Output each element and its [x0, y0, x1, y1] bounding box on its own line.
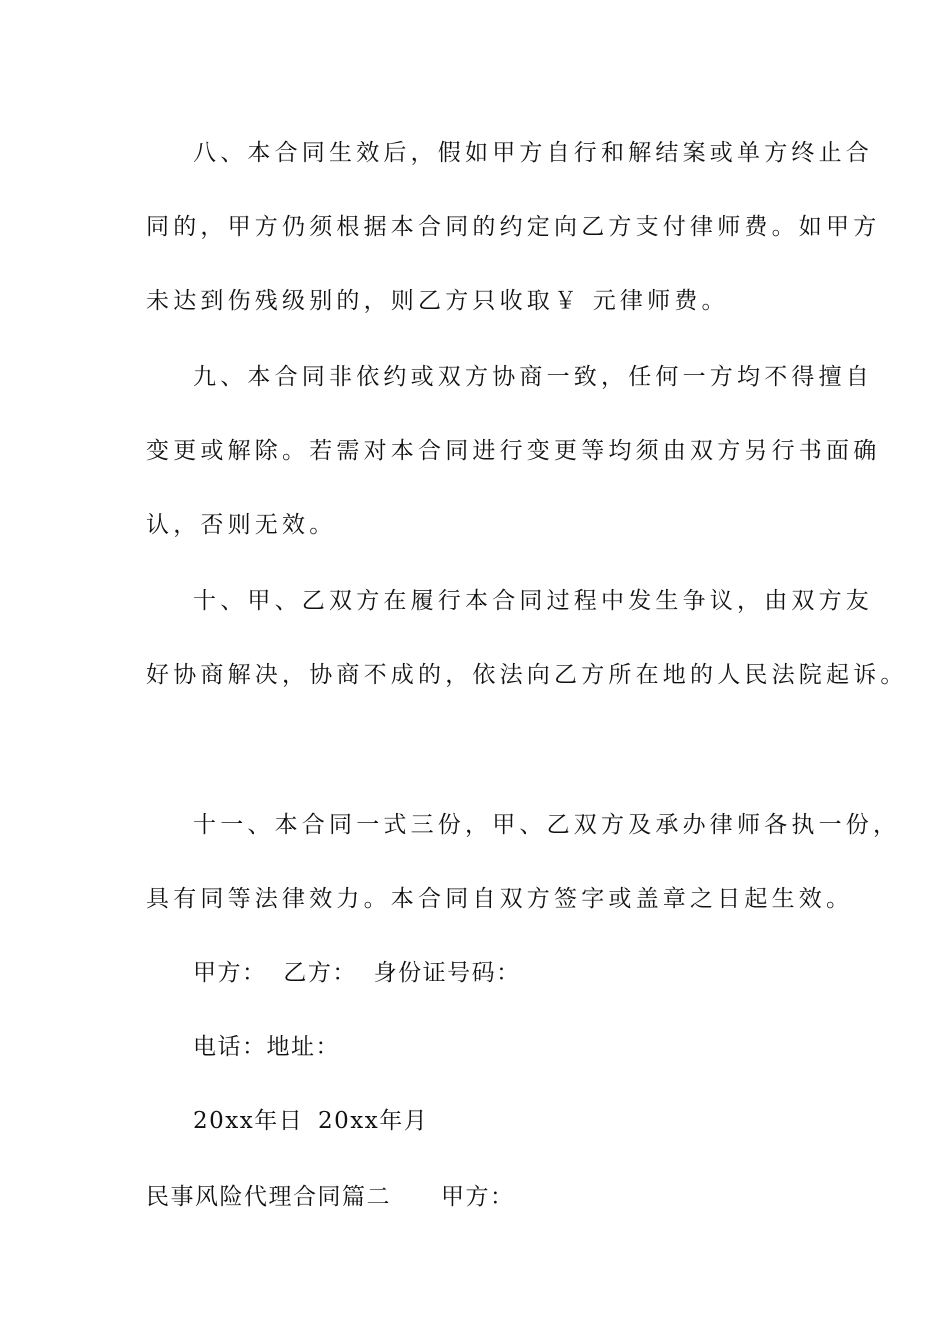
clause-9-line-2: 变更或解除。若需对本合同进行变更等均须由双方另行书面确 — [146, 438, 881, 464]
address-label: 地址： — [266, 1034, 340, 1060]
clause-8-line-2: 同的，甲方仍须根据本合同的约定向乙方支付律师费。如甲方 — [146, 214, 881, 240]
party-a-label: 甲方： — [193, 960, 267, 986]
clause-9-line-3: 认，否则无效。 — [146, 512, 337, 538]
clause-11-line-2: 具有同等法律效力。本合同自双方签字或盖章之日起生效。 — [146, 886, 854, 912]
clause-8-line-1: 八、本合同生效后，假如甲方自行和解结案或单方终止合 — [193, 140, 873, 166]
date-1: 20xx年日 — [193, 1108, 304, 1134]
next-section-party-a: 甲方： — [441, 1184, 515, 1210]
signature-parties-line — [193, 958, 883, 988]
clause-10-line-1: 十、甲、乙双方在履行本合同过程中发生争议，由双方友 — [193, 588, 873, 614]
party-b-label: 乙方： — [283, 960, 357, 986]
next-section-line — [146, 1182, 836, 1212]
clause-8-line-3: 未达到伤残级别的，则乙方只收取￥ 元律师费。 — [146, 288, 729, 314]
phone-label: 电话： — [193, 1034, 267, 1060]
clause-9-line-1: 九、本合同非依约或双方协商一致，任何一方均不得擅自 — [193, 364, 873, 390]
clause-11-line-1: 十一、本合同一式三份，甲、乙双方及承办律师各执一份， — [193, 812, 901, 838]
date-2: 20xx年月 — [318, 1108, 429, 1134]
id-number-label: 身份证号码： — [373, 960, 521, 986]
next-section-title: 民事风险代理合同篇二 — [146, 1184, 391, 1210]
signature-contact-line — [193, 1032, 883, 1062]
signature-date-line — [193, 1106, 883, 1136]
clause-10-line-2: 好协商解决，协商不成的，依法向乙方所在地的人民法院起诉。 — [146, 662, 908, 688]
